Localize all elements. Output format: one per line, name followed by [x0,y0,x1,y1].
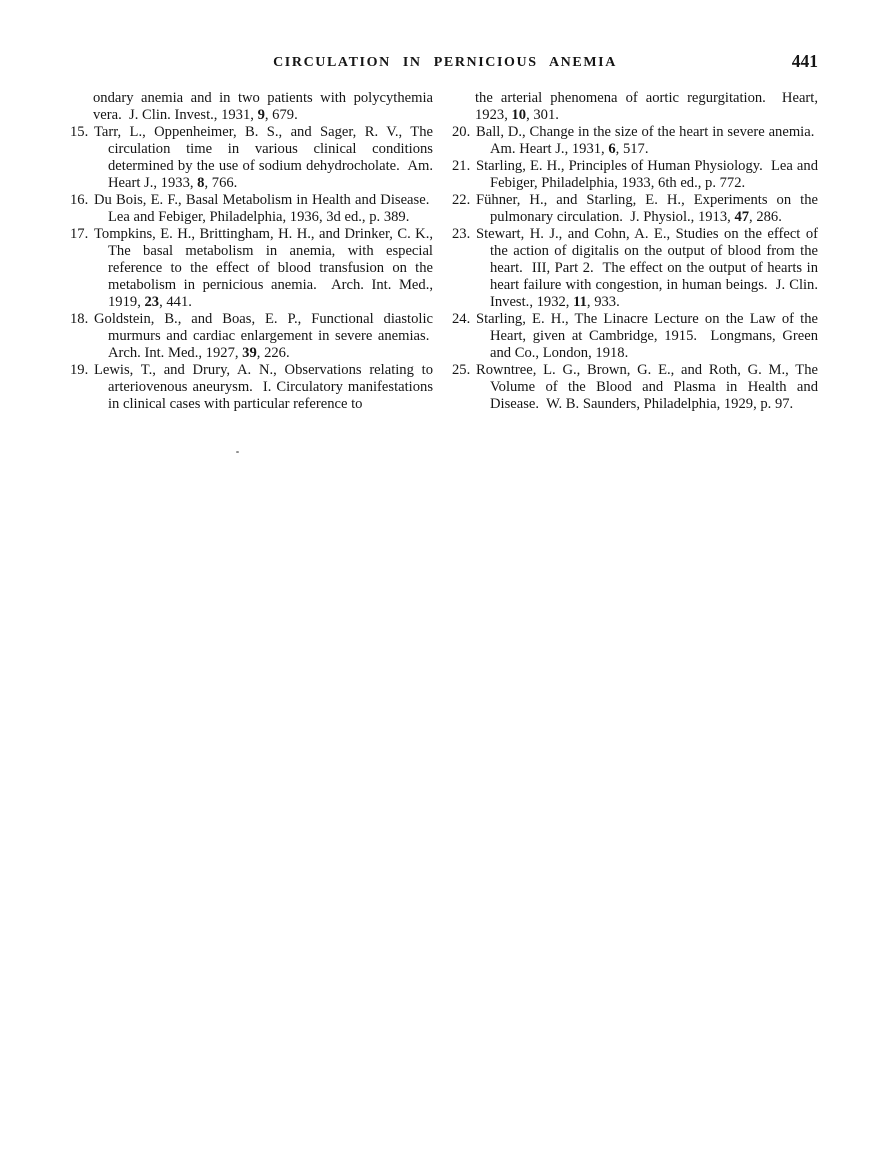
reference-item [70,226,433,311]
reference-text: Starling, E. H., The Linacre Lecture on the Law of the Heart, given at Cambridge, 1915. Longmans, Green and Co., London, 1918. [476,311,818,361]
reference-number: 16. [70,192,89,208]
reference-text: Stewart, H. J., and Cohn, A. E., Studies on the effect of the action of digitalis on the output of blood from the heart. III, Part 2. The effect on the output of hearts in heart failure with congestion, in human beings. J. Clin. Invest., 1932, 11, 933. [476,226,818,310]
reference-number: 18. [70,311,89,327]
reference-number: 17. [70,226,89,242]
scan-speck-artifact [236,451,239,453]
reference-number: 20. [452,124,471,140]
right-column [452,90,818,413]
reference-text: Fühner, H., and Starling, E. H., Experiments on the pulmonary circulation. J. Physiol., 1913, 47, 286. [476,192,818,225]
reference-number: 21. [452,158,471,174]
reference-text: Du Bois, E. F., Basal Metabolism in Health and Disease. Lea and Febiger, Philadelphia, 1936, 3d ed., p. 389. [94,192,433,225]
left-column [70,90,433,413]
reference-item [70,311,433,362]
reference-continuation [70,90,433,124]
reference-item [452,311,818,362]
reference-text: Goldstein, B., and Boas, E. P., Functional diastolic murmurs and cardiac enlargement in severe anemias. Arch. Int. Med., 1927, 39, 226. [94,311,433,361]
reference-item [452,226,818,311]
reference-text: Ball, D., Change in the size of the heart in severe anemia. Am. Heart J., 1931, 6, 517. [476,124,818,157]
reference-text: Tompkins, E. H., Brittingham, H. H., and Drinker, C. K., The basal metabolism in anemia, with especial reference to the effect of blood transfusion on the metabolism in pernicious anemia. Arch. Int. Med., 1919, 23, 441. [94,226,433,310]
reference-item [70,362,433,413]
page-number: 441 [791,51,818,71]
reference-number: 22. [452,192,471,208]
reference-continuation [452,90,818,124]
reference-text: the arterial phenomena of aortic regurgitation. Heart, 1923, 10, 301. [475,90,818,123]
reference-number: 15. [70,124,89,140]
reference-number: 24. [452,311,471,327]
reference-item [452,158,818,192]
reference-text: Lewis, T., and Drury, A. N., Observations relating to arteriovenous aneurysm. I. Circulatory manifestations in clinical cases with particular reference to [94,362,433,412]
reference-text: Starling, E. H., Principles of Human Physiology. Lea and Febiger, Philadelphia, 1933, 6th ed., p. 772. [476,158,818,191]
running-head-title: CIRCULATION IN PERNICIOUS ANEMIA [273,55,617,70]
reference-text: Rowntree, L. G., Brown, G. E., and Roth, G. M., The Volume of the Blood and Plasma in Health and Disease. W. B. Saunders, Philadelphia, 1929, p. 97. [476,362,818,412]
reference-item [70,192,433,226]
reference-number: 19. [70,362,89,378]
reference-number: 25. [452,362,471,378]
reference-text: ondary anemia and in two patients with polycythemia vera. J. Clin. Invest., 1931, 9, 679. [93,90,433,123]
reference-item [452,192,818,226]
reference-item [452,362,818,413]
reference-item [452,124,818,158]
reference-item [70,124,433,192]
reference-text: Tarr, L., Oppenheimer, B. S., and Sager, R. V., The circulation time in various clinical conditions determined by the use of sodium dehydrocholate. Am. Heart J., 1933, 8, 766. [94,124,433,191]
reference-number: 23. [452,226,471,242]
